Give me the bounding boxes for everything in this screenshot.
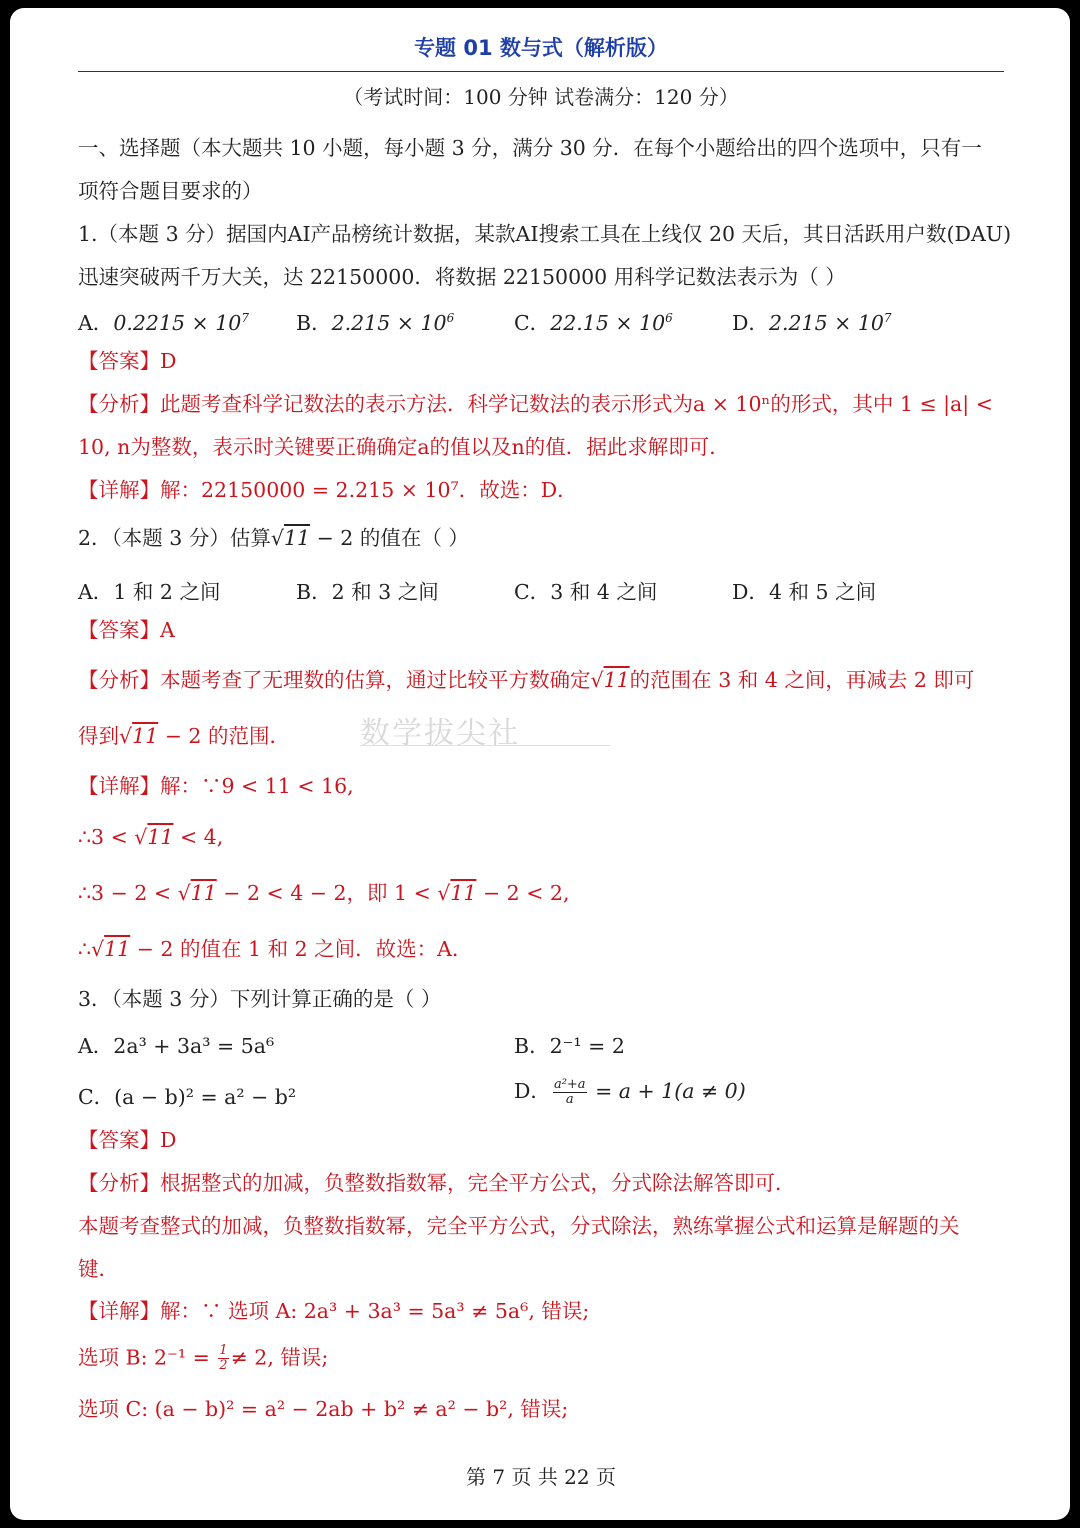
fraction-denominator: 2	[219, 1358, 228, 1374]
q2-option-b	[296, 575, 439, 605]
option-label: D．	[732, 580, 769, 604]
radicand: 11	[450, 881, 477, 905]
q1-option-b	[296, 306, 454, 336]
q3-option-c: C．(a − b)² = a² − b²	[78, 1085, 297, 1109]
q2-stem-text: 2．（本题 3 分）估算	[78, 526, 271, 550]
detail-text: − 2 的值在 1 和 2 之间．故选：A．	[130, 937, 473, 961]
q2-stem: 2．（本题 3 分）估算√11 − 2 的值在（ ）	[78, 526, 469, 550]
q2-detail-line2: ∴3 < √11 < 4,	[78, 825, 224, 849]
option-value: 3 和 4 之间	[550, 580, 658, 604]
option-value: = a + 1(a ≠ 0)	[588, 1079, 746, 1103]
q2-analysis-line1: 【分析】本题考查了无理数的估算，通过比较平方数确定√11的范围在 3 和 4 之间，再减去 2 即可	[78, 668, 975, 692]
q3-detail-line1: 【详解】解：∵ 选项 A: 2a³ + 3a³ = 5a³ ≠ 5a⁶, 错误;	[78, 1299, 590, 1323]
option-value: 1 和 2 之间	[113, 580, 221, 604]
q3-answer: 【答案】D	[78, 1128, 177, 1152]
section-heading-line1: 一、选择题（本大题共 10 小题，每小题 3 分，满分 30 分．在每个小题给出的四个选项中，只有一	[78, 136, 982, 160]
q3-detail-line3: 选项 C: (a − b)² = a² − 2ab + b² ≠ a² − b², 错误;	[78, 1397, 569, 1421]
q2-answer: 【答案】A	[78, 618, 175, 642]
q2-option-d	[732, 575, 876, 605]
q2-detail-line4: ∴√11 − 2 的值在 1 和 2 之间．故选：A．	[78, 937, 473, 961]
detail-text: ≠ 2, 错误;	[230, 1345, 329, 1370]
q2-detail-line1: 【详解】解：∵9 < 11 < 16,	[78, 774, 354, 798]
detail-text: 选项 B: 2⁻¹ =	[78, 1345, 217, 1370]
exam-info: （考试时间：100 分钟 试卷满分：120 分）	[343, 85, 739, 109]
detail-text: ∴3 <	[78, 825, 135, 849]
q3-option-d	[514, 1074, 746, 1107]
page-title: 专题 01 数与式（解析版）	[414, 36, 668, 60]
analysis-text: 的范围在 3 和 4 之间，再减去 2 即可	[629, 668, 975, 692]
option-exponent: 6	[665, 311, 673, 326]
analysis-text: 得到	[78, 724, 119, 748]
page-footer: 第 7 页 共 22 页	[466, 1465, 616, 1489]
option-label: B．	[296, 580, 332, 604]
option-label: D．	[732, 311, 769, 335]
q1-option-c	[514, 306, 673, 336]
q1-analysis-line2: 10, n为整数，表示时关键要正确确定a的值以及n的值．据此求解即可．	[78, 435, 730, 459]
q3-option-a: A．2a³ + 3a³ = 5a⁶	[78, 1034, 275, 1058]
q2-detail-line3: ∴3 − 2 < √11 − 2 < 4 − 2，即 1 < √11 − 2 < 2,	[78, 881, 570, 905]
section-heading-line2: 项符合题目要求的）	[78, 179, 263, 203]
fraction-denominator: a	[565, 1092, 574, 1107]
option-value: 4 和 5 之间	[768, 580, 877, 604]
q3-analysis-line2: 本题考查整式的加减，负整数指数幂，完全平方公式，分式除法，熟练掌握公式和运算是解题的关	[78, 1214, 960, 1238]
analysis-text: − 2 的范围．	[158, 724, 290, 748]
title-rule	[78, 71, 1004, 72]
radicand: 11	[603, 668, 630, 692]
radicand: 11	[147, 825, 174, 849]
document-page	[10, 8, 1070, 1520]
fraction-numerator: 1	[219, 1343, 228, 1358]
radicand: 11	[132, 724, 159, 748]
option-value: 2 和 3 之间	[331, 580, 439, 604]
detail-text: ∴	[78, 937, 92, 961]
q1-stem-line2: 迅速突破两千万大关，达 22150000．将数据 22150000 用科学记数法表示为（ ）	[78, 265, 846, 289]
q2-option-a	[78, 575, 220, 605]
q2-stem-tail: − 2 的值在（ ）	[310, 526, 469, 550]
q1-option-a	[78, 306, 249, 336]
detail-text: ∴3 − 2 <	[78, 881, 178, 905]
q3-stem: 3．（本题 3 分）下列计算正确的是（ ）	[78, 987, 442, 1011]
option-exponent: 7	[241, 311, 249, 326]
q3-detail-line2	[78, 1344, 328, 1374]
fraction	[553, 1078, 587, 1108]
watermark: 数学拔尖社	[360, 716, 520, 751]
option-value: 2.215 × 10	[768, 311, 884, 335]
radicand: 11	[283, 526, 311, 550]
q1-answer: 【答案】D	[78, 349, 177, 373]
q2-analysis-line2: 得到√11 − 2 的范围．	[78, 724, 290, 748]
q3-option-b: B．2⁻¹ = 2	[514, 1034, 625, 1058]
option-value: 2.215 × 10	[331, 311, 447, 335]
fraction-numerator: a²+a	[553, 1076, 586, 1092]
option-value: 22.15 × 10	[550, 311, 666, 335]
option-label: A．	[78, 311, 114, 335]
option-exponent: 7	[883, 311, 892, 326]
radicand: 11	[104, 937, 131, 961]
q1-option-d	[732, 306, 892, 336]
option-exponent: 6	[446, 311, 455, 326]
option-label: D．	[514, 1079, 551, 1103]
detail-text: < 4,	[173, 825, 224, 849]
q2-option-c	[514, 575, 657, 605]
detail-text: − 2 < 4 − 2，即 1 <	[216, 881, 438, 905]
option-label: C．	[514, 580, 551, 604]
option-label: A．	[78, 580, 114, 604]
q1-stem-line1: 1.（本题 3 分）据国内AI产品榜统计数据，某款AI搜索工具在上线仅 20 天后，其日活跃用户数(DAU)	[78, 222, 1012, 246]
q1-analysis-line1: 【分析】此题考查科学记数法的表示方法．科学记数法的表示形式为a × 10ⁿ的形式，其中 1 ≤ |a| <	[78, 392, 993, 416]
analysis-text: 【分析】本题考查了无理数的估算，通过比较平方数确定	[78, 668, 591, 692]
q3-analysis-line3: 键．	[78, 1257, 119, 1281]
option-label: C．	[514, 311, 551, 335]
option-label: B．	[296, 311, 332, 335]
q1-detail: 【详解】解：22150000 = 2.215 × 10⁷．故选：D．	[78, 478, 578, 502]
q3-analysis-line1: 【分析】根据整式的加减，负整数指数幂，完全平方公式，分式除法解答即可．	[78, 1171, 796, 1195]
fraction	[218, 1344, 228, 1374]
option-value: 0.2215 × 10	[113, 311, 242, 335]
detail-text: − 2 < 2,	[476, 881, 570, 905]
radicand: 11	[190, 881, 217, 905]
watermark-underline	[360, 745, 610, 746]
